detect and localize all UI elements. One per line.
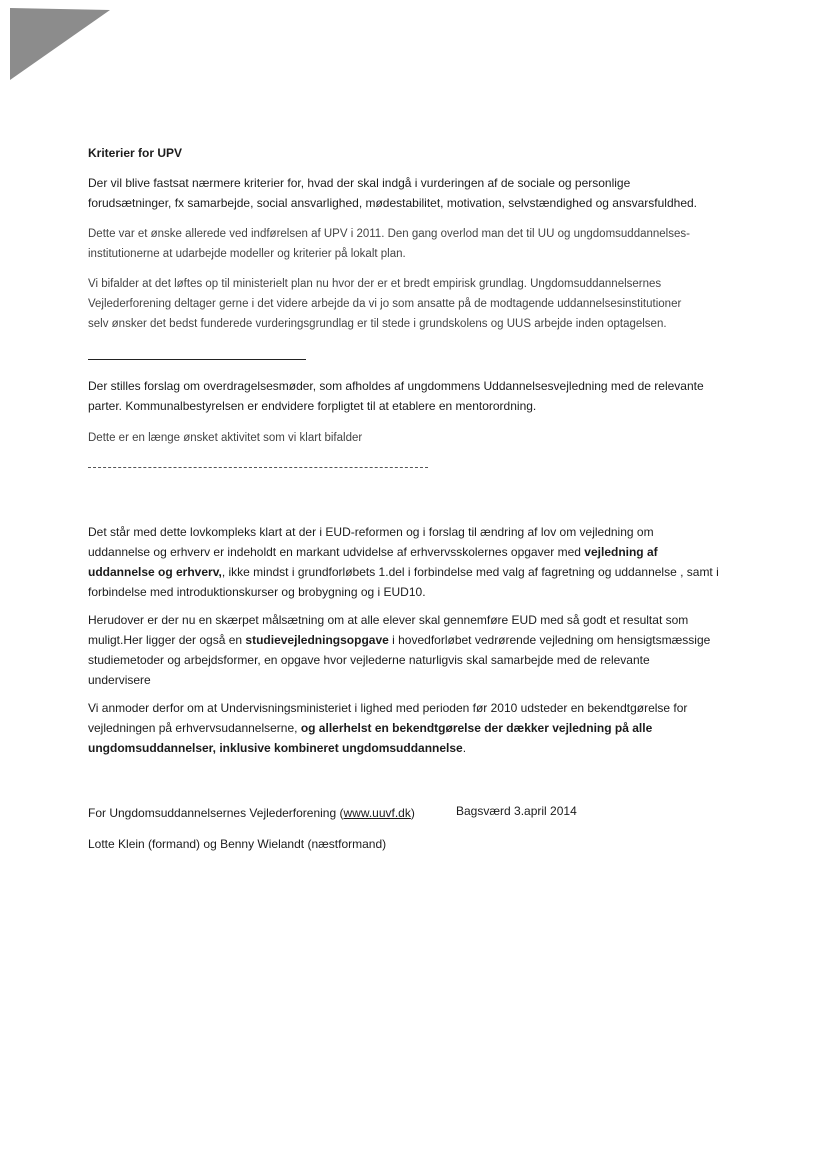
paragraph-criteria: Der vil blive fastsat nærmere kriterier for, hvad der skal indgå i vurderingen af de sociale og personlige forudsætninger, fx samarbejde, social ansvarlighed, mødestabilitet, motivation, selvstændighed og ansvarsfuldhed. [88, 176, 697, 210]
signature-place-date: Bagsværd 3.april 2014 [456, 804, 577, 818]
paragraph-upv-history: Dette var et ønske allerede ved indførelsen af UPV i 2011. Den gang overlod man det til UU og ungdomsuddannelses- institutionerne at udarbejde modeller og kriterier på lokalt plan. [88, 228, 690, 260]
paragraph-request: Vi anmoder derfor om at Undervisningsministeriet i lighed med perioden før 2010 udsteder en bekendtgørelse for vejledningen på erhvervsudannelserne, og allerhelst en bekendtgørelse der dækker vejledning på alle ungdomsuddannelser, inklusive kombineret ungdomsuddannelse. [88, 701, 688, 755]
signature-organization: For Ungdomsuddannelsernes Vejlederforening (www.uuvf.dk) [88, 806, 415, 820]
section-title: Kriterier for UPV [88, 146, 183, 160]
separator-line [88, 359, 306, 360]
website-link[interactable]: www.uuvf.dk [343, 806, 411, 820]
separator-dashed-line [88, 467, 428, 468]
signature-names: Lotte Klein (formand) og Benny Wielandt (næstformand) [88, 837, 387, 851]
page-corner-fold [0, 0, 112, 82]
paragraph-ministry-support: Vi bifalder at det løftes op til ministerielt plan nu hvor der er et bredt empirisk grundlag. Ungdomsuddannelsernes Vejlederforening deltager gerne i det videre arbejde da vi jo som ansatte på de modtagende uddannelsesinstitutioner selv ønsker det bedst funderede vurderingsgrundlag er til stede i grundskolens og UUS arbejde inden optagelsen. [88, 278, 682, 330]
paragraph-welcome-activity: Dette er en længe ønsket aktivitet som vi klart bifalder [88, 432, 363, 444]
paragraph-study-guidance: Herudover er der nu en skærpet målsætning om at alle elever skal gennemføre EUD med så godt et resultat som muligt.Her ligger der også en studievejledningsopgave i hovedforløbet vedrørende vejledning om hensigtsmæssige studiemetoder og arbejdsformer, en opgave hvor vejlederne naturligvis skal samarbejde med de relevante undervisere [88, 613, 711, 687]
paragraph-handover-meetings: Der stilles forslag om overdragelsesmøder, som afholdes af ungdommens Uddannelsesvejledning med de relevante parter. Kommunalbestyrelsen er endvidere forpligtet til at etablere en mentorordning. [88, 379, 704, 413]
paragraph-eud-reform: Det står med dette lovkompleks klart at der i EUD-reformen og i forslag til ændring af lov om vejledning om uddannelse og erhverv er indeholdt en markant udvidelse af erhvervsskolernes opgaver med vejledning af uddannelse og erhverv,, ikke mindst i grundforløbets 1.del i forbindelse med valg af fagretning og uddannelse , samt i forbindelse med introduktionskurser og brobygning og i EUD10. [88, 525, 719, 599]
